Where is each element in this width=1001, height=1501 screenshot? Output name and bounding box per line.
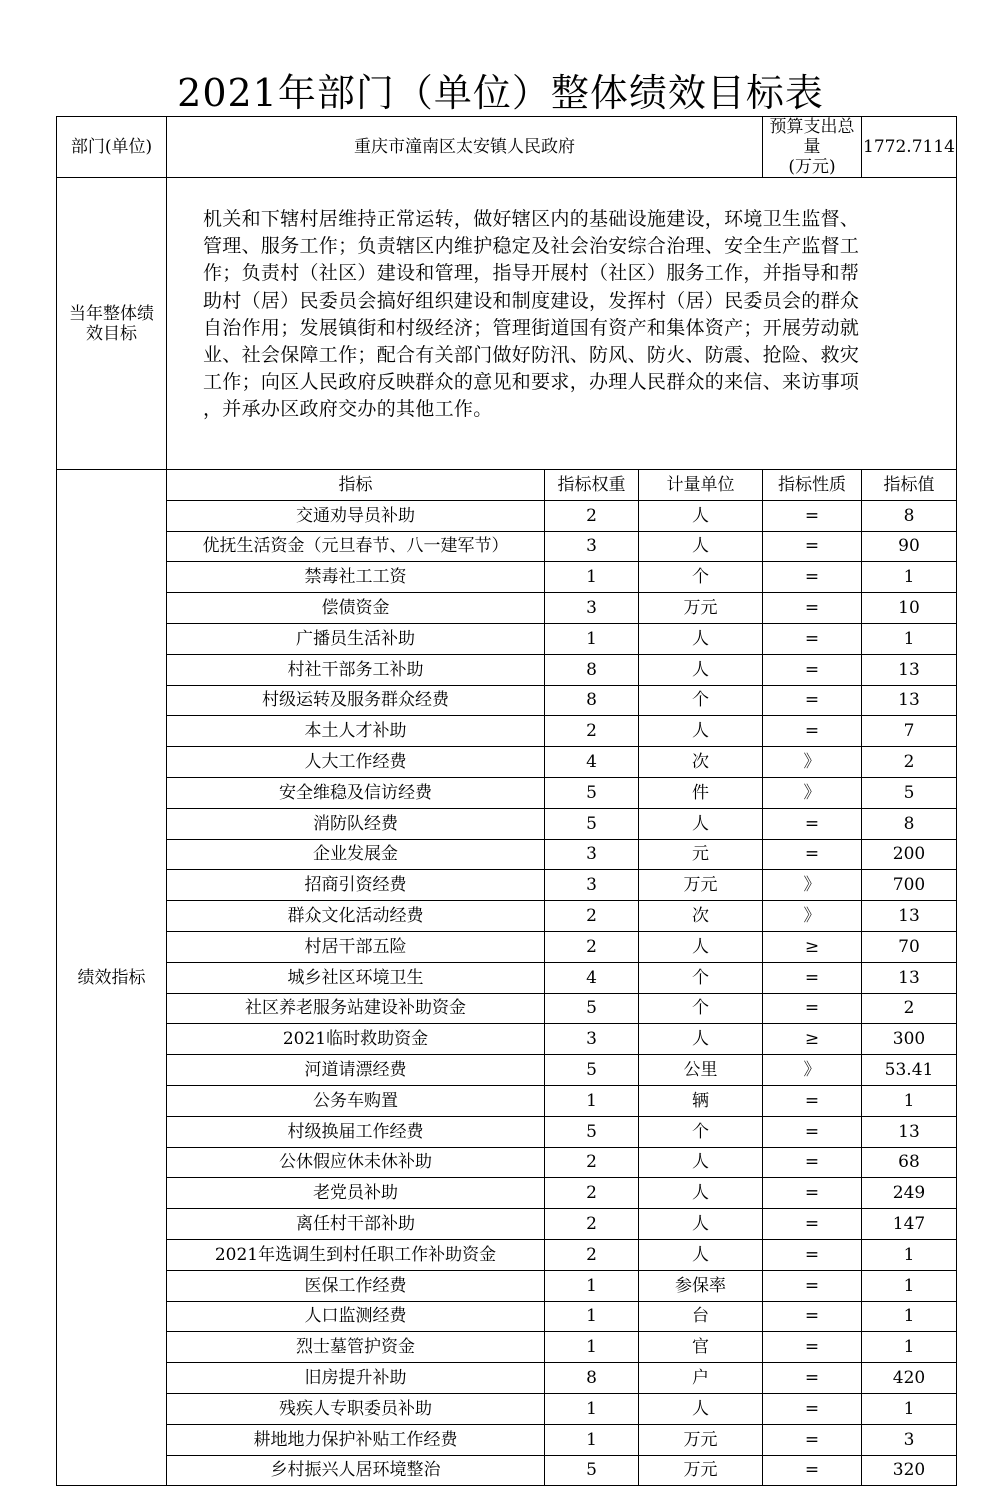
indicator-unit: 元 [639,839,763,870]
indicator-name: 烈士墓管护资金 [167,1332,545,1363]
indicator-value: 7 [862,716,957,747]
table-row [57,716,957,747]
performance-table [56,116,957,1486]
indicator-name: 乡村振兴人居环境整治 [167,1455,545,1486]
goal-line: 管理、服务工作；负责辖区内维护稳定及社会治安综合治理、安全生产监督工 [203,235,860,258]
indicator-weight: 1 [545,1393,639,1424]
indicator-weight: 5 [545,1455,639,1486]
indicator-nature: = [763,1455,862,1486]
indicator-nature: = [763,993,862,1024]
goal-line: 助村（居）民委员会搞好组织建设和制度建设，发挥村（居）民委员会的群众 [203,289,860,312]
table-row [57,808,957,839]
indicator-unit: 人 [639,1024,763,1055]
indicator-name: 老党员补助 [167,1178,545,1209]
goal-label-line1: 当年整体绩 [69,303,154,324]
indicator-nature: = [763,1178,862,1209]
indicator-nature: = [763,1332,862,1363]
indicator-unit: 人 [639,716,763,747]
budget-label-line1: 预算支出总量 [769,117,855,157]
indicator-value: 200 [862,839,957,870]
indicator-unit: 人 [639,1209,763,1240]
indicator-name: 2021临时救助资金 [167,1024,545,1055]
indicator-weight: 5 [545,808,639,839]
indicator-value: 1 [862,1301,957,1332]
indicator-weight: 5 [545,993,639,1024]
indicator-value: 68 [862,1147,957,1178]
indicator-weight: 8 [545,685,639,716]
indicator-value: 2 [862,993,957,1024]
indicator-weight: 3 [545,870,639,901]
indicator-unit: 人 [639,1393,763,1424]
indicator-weight: 2 [545,1147,639,1178]
indicator-weight: 1 [545,562,639,593]
indicator-nature: = [763,623,862,654]
indicator-value: 1 [862,1270,957,1301]
indicator-nature: = [763,839,862,870]
indicator-value: 70 [862,931,957,962]
dept-value: 重庆市潼南区太安镇人民政府 [167,117,763,178]
indicator-nature: ≥ [763,931,862,962]
table-row [57,901,957,932]
indicator-unit: 万元 [639,1424,763,1455]
indicator-unit: 个 [639,993,763,1024]
table-row [57,870,957,901]
indicator-unit: 人 [639,500,763,531]
table-row [57,531,957,562]
indicator-nature: = [763,808,862,839]
indicator-name: 招商引资经费 [167,870,545,901]
indicator-unit: 人 [639,623,763,654]
indicator-unit: 万元 [639,870,763,901]
page-title: 2021年部门（单位）整体绩效目标表 [177,71,824,115]
indicator-name: 公务车购置 [167,1085,545,1116]
indicator-weight: 1 [545,1085,639,1116]
table-row [57,993,957,1024]
indicator-value: 13 [862,962,957,993]
indicator-name: 消防队经费 [167,808,545,839]
table-row [57,500,957,531]
indicator-weight: 5 [545,777,639,808]
indicator-weight: 1 [545,1332,639,1363]
indicator-name: 安全维稳及信访经费 [167,777,545,808]
indicator-name: 优抚生活资金（元旦春节、八一建军节） [167,531,545,562]
indicator-nature: = [763,716,862,747]
indicator-value: 1 [862,562,957,593]
indicator-nature: 》 [763,1055,862,1086]
indicators-section-label: 绩效指标 [57,470,167,1486]
indicator-value: 1 [862,1332,957,1363]
indicator-unit: 公里 [639,1055,763,1086]
indicator-weight: 4 [545,962,639,993]
indicator-nature: = [763,1393,862,1424]
indicator-weight: 2 [545,1209,639,1240]
table-row [57,1024,957,1055]
goal-text [167,178,957,470]
goal-line: 工作；向区人民政府反映群众的意见和要求，办理人民群众的来信、来访事项 [203,371,860,394]
indicator-weight: 2 [545,1178,639,1209]
indicator-name: 公休假应休未休补助 [167,1147,545,1178]
indicator-nature: = [763,500,862,531]
table-row [57,1363,957,1394]
indicator-weight: 2 [545,931,639,962]
indicator-unit: 参保率 [639,1270,763,1301]
indicator-weight: 2 [545,1239,639,1270]
table-row [57,747,957,778]
indicator-unit: 次 [639,747,763,778]
indicator-nature: = [763,531,862,562]
indicator-nature: = [763,1085,862,1116]
indicator-unit: 次 [639,901,763,932]
indicator-nature: 》 [763,870,862,901]
indicator-name: 2021年选调生到村任职工作补助资金 [167,1239,545,1270]
table-row [57,777,957,808]
indicator-unit: 人 [639,531,763,562]
indicator-nature: = [763,1116,862,1147]
indicator-nature: 》 [763,747,862,778]
indicator-unit: 人 [639,931,763,962]
goal-line: 作；负责村（社区）建设和管理，指导开展村（社区）服务工作，并指导和帮 [203,262,860,285]
indicator-name: 离任村干部补助 [167,1209,545,1240]
indicator-value: 53.41 [862,1055,957,1086]
table-row [57,1209,957,1240]
table-row [57,1332,957,1363]
indicator-weight: 1 [545,1301,639,1332]
indicator-weight: 2 [545,901,639,932]
indicator-unit: 个 [639,1116,763,1147]
indicator-unit: 人 [639,1147,763,1178]
table-row [57,1301,957,1332]
indicator-name: 企业发展金 [167,839,545,870]
indicator-nature: = [763,654,862,685]
indicator-unit: 个 [639,685,763,716]
indicator-weight: 4 [545,747,639,778]
indicator-name: 村级换届工作经费 [167,1116,545,1147]
indicator-name: 社区养老服务站建设补助资金 [167,993,545,1024]
indicator-name: 群众文化活动经费 [167,901,545,932]
indicator-value: 1 [862,623,957,654]
goal-line: 机关和下辖村居维持正常运转，做好辖区内的基础设施建设，环境卫生监督、 [203,208,860,230]
indicator-value: 3 [862,1424,957,1455]
indicator-weight: 2 [545,500,639,531]
goal-line: 自治作用；发展镇街和村级经济；管理街道国有资产和集体资产；开展劳动就 [203,316,860,339]
table-row [57,1147,957,1178]
indicator-value: 10 [862,593,957,624]
indicator-value: 420 [862,1363,957,1394]
indicator-weight: 2 [545,716,639,747]
indicator-weight: 3 [545,531,639,562]
table-row [57,1055,957,1086]
column-header-indicator: 指标 [167,470,545,501]
table-row [57,1393,957,1424]
table-row [57,1239,957,1270]
indicator-value: 249 [862,1178,957,1209]
indicator-value: 1 [862,1239,957,1270]
indicator-weight: 8 [545,654,639,685]
indicator-name: 广播员生活补助 [167,623,545,654]
indicator-name: 交通劝导员补助 [167,500,545,531]
indicator-unit: 个 [639,962,763,993]
table-row [57,1424,957,1455]
table-row [57,1116,957,1147]
indicator-unit: 人 [639,808,763,839]
indicator-nature: = [763,1239,862,1270]
column-header-unit: 计量单位 [639,470,763,501]
indicator-unit: 辆 [639,1085,763,1116]
goal-line: ，并承办区政府交办的其他工作。 [203,398,493,421]
indicator-name: 医保工作经费 [167,1270,545,1301]
indicator-nature: 》 [763,777,862,808]
indicator-value: 13 [862,1116,957,1147]
indicator-weight: 1 [545,623,639,654]
indicator-weight: 3 [545,593,639,624]
indicator-weight: 1 [545,1424,639,1455]
indicator-value: 13 [862,685,957,716]
indicator-name: 残疾人专职委员补助 [167,1393,545,1424]
indicator-header-row [57,470,957,501]
indicator-name: 耕地地力保护补贴工作经费 [167,1424,545,1455]
goal-label-line2: 效目标 [86,323,137,344]
indicator-value: 1 [862,1393,957,1424]
indicator-nature: = [763,562,862,593]
indicator-name: 城乡社区环境卫生 [167,962,545,993]
goal-row [57,178,957,470]
table-row [57,623,957,654]
table-row [57,839,957,870]
indicator-unit: 人 [639,1178,763,1209]
indicator-value: 90 [862,531,957,562]
indicator-value: 8 [862,500,957,531]
indicator-weight: 5 [545,1116,639,1147]
indicator-nature: = [763,593,862,624]
goal-line: 业、社会保障工作；配合有关部门做好防汛、防风、防火、防震、抢险、救灾 [203,344,860,367]
dept-label: 部门(单位) [57,117,167,178]
indicator-nature: = [763,1209,862,1240]
indicator-value: 1 [862,1085,957,1116]
indicator-nature: = [763,1301,862,1332]
indicator-name: 村居干部五险 [167,931,545,962]
indicator-name: 本土人才补助 [167,716,545,747]
column-header-value: 指标值 [862,470,957,501]
indicator-value: 700 [862,870,957,901]
indicator-nature: ≥ [763,1024,862,1055]
table-row [57,593,957,624]
indicator-unit: 人 [639,654,763,685]
indicator-unit: 万元 [639,593,763,624]
table-row [57,1455,957,1486]
budget-label [763,117,862,178]
indicator-weight: 8 [545,1363,639,1394]
column-header-weight: 指标权重 [545,470,639,501]
table-row [57,1085,957,1116]
indicator-weight: 1 [545,1270,639,1301]
indicator-name: 人大工作经费 [167,747,545,778]
indicator-value: 2 [862,747,957,778]
indicator-weight: 3 [545,1024,639,1055]
indicator-name: 禁毒社工工资 [167,562,545,593]
indicator-value: 320 [862,1455,957,1486]
indicator-value: 147 [862,1209,957,1240]
table-row [57,962,957,993]
indicator-name: 人口监测经费 [167,1301,545,1332]
indicator-unit: 人 [639,1239,763,1270]
indicator-name: 偿债资金 [167,593,545,624]
table-row [57,654,957,685]
indicator-unit: 万元 [639,1455,763,1486]
budget-label-line2: (万元) [788,157,836,177]
indicator-value: 13 [862,654,957,685]
goal-label [57,178,167,470]
indicator-nature: = [763,1363,862,1394]
indicator-unit: 官 [639,1332,763,1363]
table-row [57,931,957,962]
budget-value: 1772.7114 [862,117,957,178]
indicator-value: 13 [862,901,957,932]
indicator-nature: = [763,1270,862,1301]
table-row [57,685,957,716]
indicator-nature: = [763,1147,862,1178]
indicator-nature: 》 [763,901,862,932]
indicator-weight: 5 [545,1055,639,1086]
indicator-name: 旧房提升补助 [167,1363,545,1394]
indicator-unit: 个 [639,562,763,593]
indicator-weight: 3 [545,839,639,870]
indicator-nature: = [763,685,862,716]
table-row [57,562,957,593]
indicator-value: 8 [862,808,957,839]
indicator-name: 村级运转及服务群众经费 [167,685,545,716]
table-row [57,1178,957,1209]
indicator-value: 5 [862,777,957,808]
table-row [57,1270,957,1301]
indicator-name: 河道请漂经费 [167,1055,545,1086]
indicator-nature: = [763,962,862,993]
indicator-unit: 台 [639,1301,763,1332]
indicator-value: 300 [862,1024,957,1055]
indicator-unit: 件 [639,777,763,808]
column-header-nature: 指标性质 [763,470,862,501]
indicator-name: 村社干部务工补助 [167,654,545,685]
indicator-unit: 户 [639,1363,763,1394]
dept-row [57,117,957,178]
indicator-nature: = [763,1424,862,1455]
